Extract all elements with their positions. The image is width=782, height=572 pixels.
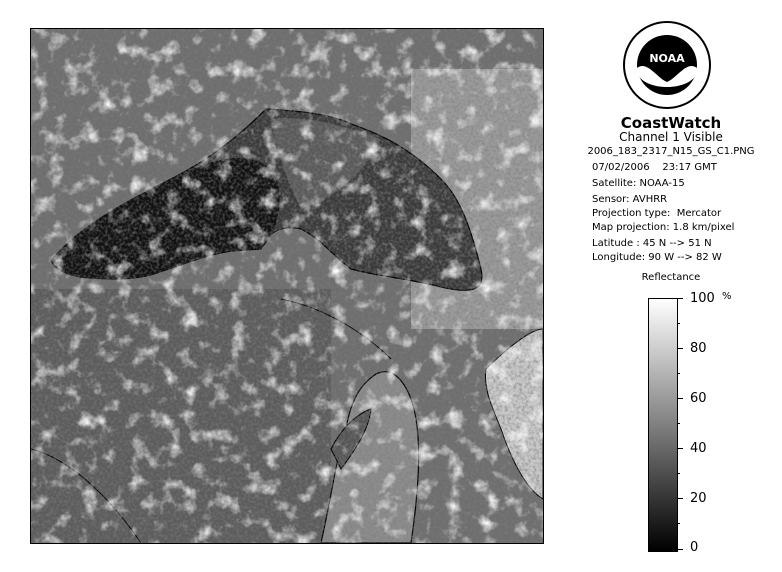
colorbar-minor-tick [677, 373, 680, 374]
noaa-logo [622, 20, 712, 110]
colorbar-label: 20 [690, 491, 707, 506]
resolution-text: Map projection: 1.8 km/pixel [592, 222, 735, 233]
svg-text:NOAA: NOAA [649, 52, 685, 65]
colorbar-minor-tick [677, 523, 680, 524]
reflectance-colorbar [648, 298, 678, 552]
colorbar-label: 40 [690, 441, 707, 456]
org-title: CoastWatch [620, 114, 722, 132]
colorbar-title: Reflectance [641, 272, 701, 283]
channel-title: Channel 1 Visible [619, 130, 723, 144]
colorbar-tick [677, 348, 683, 349]
colorbar-label: 60 [690, 391, 707, 406]
colorbar-label: 0 [690, 540, 699, 555]
colorbar-tick [677, 549, 683, 550]
satellite-map [30, 28, 544, 544]
map-image [31, 29, 543, 543]
latitude-text: Latitude : 45 N --> 51 N [592, 238, 712, 249]
info-panel [560, 0, 782, 572]
colorbar-tick [677, 298, 683, 299]
colorbar-unit: % [722, 291, 732, 302]
image-filename: 2006_183_2317_N15_GS_C1.PNG [587, 146, 755, 157]
colorbar-label: 100 [690, 291, 715, 306]
colorbar-minor-tick [677, 423, 680, 424]
colorbar-minor-tick [677, 323, 680, 324]
satellite-text: Satellite: NOAA-15 [592, 178, 685, 189]
colorbar-tick [677, 498, 683, 499]
sensor-text: Sensor: AVHRR [592, 194, 668, 205]
colorbar-tick [677, 398, 683, 399]
longitude-text: Longitude: 90 W --> 82 W [592, 252, 722, 263]
colorbar-minor-tick [677, 473, 680, 474]
colorbar-tick [677, 448, 683, 449]
projection-text: Projection type: Mercator [592, 208, 722, 219]
cloud-layer [31, 29, 543, 543]
datetime-text: 07/02/2006 23:17 GMT [592, 162, 717, 173]
colorbar-label: 80 [690, 341, 707, 356]
